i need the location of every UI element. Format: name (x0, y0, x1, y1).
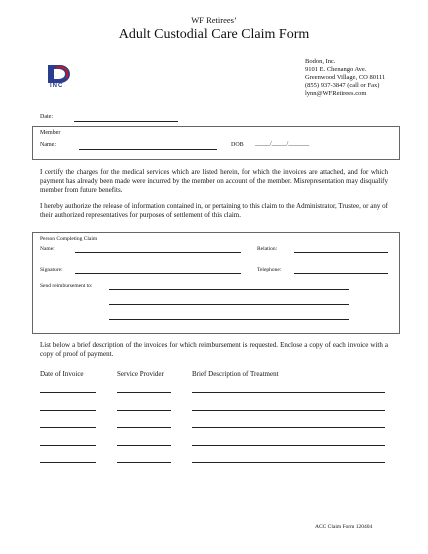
invoice-date-field[interactable] (40, 445, 96, 446)
form-title: Adult Custodial Care Claim Form (118, 27, 310, 42)
address-line: Greenwood Village, CO 80111 (305, 74, 386, 81)
treatment-description-field[interactable] (192, 462, 385, 463)
person-name-label: Name: (40, 246, 55, 252)
person-completing-claim-section (32, 232, 400, 334)
signature-field[interactable] (75, 273, 241, 274)
telephone-field[interactable] (294, 273, 388, 274)
signature-label: Signature: (40, 267, 63, 273)
organization-name: WF Retirees’ (191, 15, 237, 25)
person-section-label: Person Completing Claim (40, 236, 98, 242)
treatment-description-field[interactable] (192, 445, 385, 446)
header-service-provider: Service Provider (117, 370, 164, 378)
address-line: lynn@WFRetirees.com (305, 90, 367, 97)
address-line: 9101 E. Chenango Ave. (305, 66, 367, 73)
service-provider-field[interactable] (117, 445, 171, 446)
invoice-instructions: List below a brief description of the invoices for which reimbursement is requested. Enclose a copy of each invoice with a copy of proof of payment. (40, 341, 388, 358)
header-date-of-invoice: Date of Invoice (40, 370, 84, 378)
service-provider-field[interactable] (117, 392, 171, 393)
treatment-description-field[interactable] (192, 427, 385, 428)
dob-label: DOB (231, 142, 244, 148)
header-description: Brief Description of Treatment (192, 370, 279, 378)
date-field[interactable] (74, 121, 178, 122)
send-reimbursement-label: Send reimbursement to: (40, 283, 93, 289)
logo-text: INC (50, 83, 64, 89)
company-address (305, 58, 385, 98)
invoice-date-field[interactable] (40, 462, 96, 463)
telephone-label: Telephone: (257, 267, 282, 273)
invoice-date-field[interactable] (40, 392, 96, 393)
address-line: (855) 937-3847 (call or Fax) (305, 82, 380, 89)
reimbursement-address-line-2[interactable] (109, 304, 349, 305)
address-line: Bodon, Inc. (305, 58, 336, 65)
treatment-description-field[interactable] (192, 410, 385, 411)
authorization-text: I hereby authorize the release of information contained in, or pertaining to this claim to the Administrator, Trustee, or any of their authorized representatives for purposes of settlement of this claim. (40, 202, 388, 219)
member-section-label: Member (40, 130, 61, 136)
form-number: ACC Claim Form 120404 (315, 524, 373, 530)
invoice-date-field[interactable] (40, 410, 96, 411)
person-name-field[interactable] (75, 252, 241, 253)
dob-field[interactable]: _____/_____/_______ (255, 141, 310, 147)
relation-label: Relation: (257, 246, 278, 252)
reimbursement-address-line-3[interactable] (109, 319, 349, 320)
member-name-field[interactable] (79, 149, 217, 150)
reimbursement-address-line-1[interactable] (109, 289, 349, 290)
company-logo (44, 62, 78, 92)
member-section (32, 126, 400, 160)
date-label: Date: (40, 114, 53, 120)
invoice-date-field[interactable] (40, 427, 96, 428)
service-provider-field[interactable] (117, 410, 171, 411)
certification-text: I certify the charges for the medical services which are listed herein, for which the invoices are attached, and for which payment has already been made were incurred by the member on account of the member. Misrepresentation may disqualify member from future benefits. (40, 168, 388, 194)
service-provider-field[interactable] (117, 427, 171, 428)
member-name-label: Name: (40, 142, 56, 148)
relation-field[interactable] (294, 252, 388, 253)
service-provider-field[interactable] (117, 462, 171, 463)
treatment-description-field[interactable] (192, 392, 385, 393)
